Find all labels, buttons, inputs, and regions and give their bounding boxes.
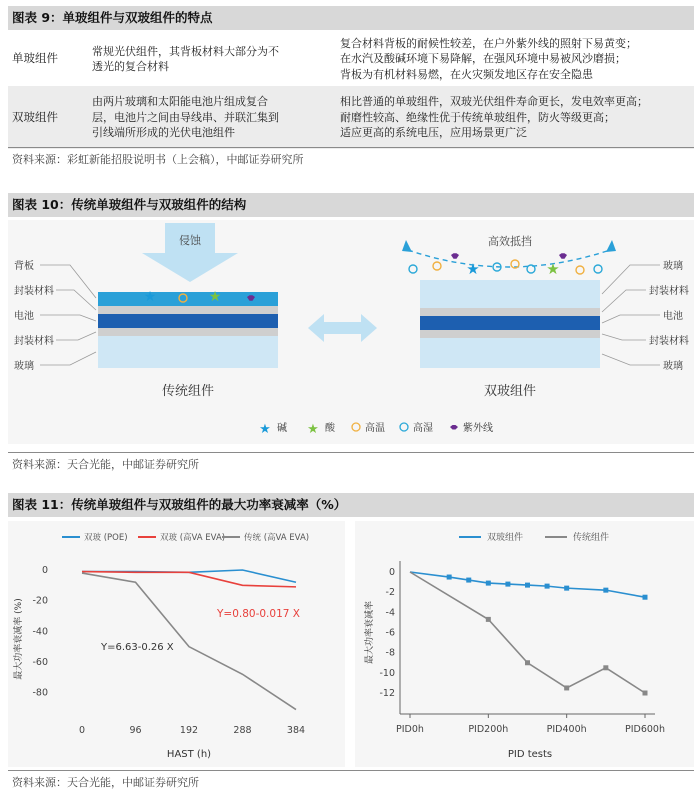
- fig9-source: 资料来源：彩虹新能招股说明书（上会稿），中邮证券研究所: [12, 153, 304, 166]
- legend-alkali-icon: ★: [259, 422, 271, 437]
- features-table: [8, 32, 694, 149]
- encapsulant-layer: [420, 330, 600, 338]
- structure-diagram: [0, 218, 700, 448]
- cell-layer: [98, 314, 278, 328]
- y-tick-label: -40: [32, 626, 48, 638]
- y-tick-label: -8: [385, 647, 395, 659]
- cell-layer: [420, 316, 600, 330]
- data-point: [447, 575, 452, 580]
- y-tick-label: -10: [379, 667, 395, 679]
- data-point: [545, 584, 550, 589]
- module-feature: 复合材料背板的耐候性较差，在户外紫外线的照射下易黄变； 在水汽及酸碱环境下易降解，在强风环境中易被风沙磨损； 背板为有机材料易燃，在火灾频发地区存在安全隐患: [340, 36, 637, 81]
- pid-chart: [355, 521, 694, 767]
- data-point: [643, 595, 648, 600]
- y-tick-label: 0: [41, 565, 48, 576]
- table-row: [8, 86, 694, 149]
- data-point: [603, 665, 608, 670]
- y-tick-label: -2: [385, 587, 395, 599]
- data-point: [486, 617, 491, 622]
- legend-label: 传统 (高VA EVA): [244, 533, 310, 543]
- data-point: [525, 660, 530, 665]
- data-point: [603, 588, 608, 593]
- x-tick-label: PID600h: [625, 724, 665, 735]
- module-name: 单玻组件: [12, 51, 58, 66]
- x-tick-label: PID200h: [468, 724, 509, 735]
- legend-label: 碱: [277, 423, 287, 434]
- legend-label: 高湿: [413, 423, 433, 434]
- legend-label: 传统组件: [573, 533, 610, 543]
- y-tick-label: 0: [388, 567, 395, 578]
- left-layer-label: 背板: [14, 261, 34, 272]
- module-feature: 相比普通的单玻组件，双玻光伏组件寿命更长，发电效率更高； 耐磨性较高、绝缘性优于传统单玻组件，防火等级更高； 适应更高的系统电压，应用场景更广泛: [340, 95, 648, 140]
- left-layer-label: 电池: [14, 311, 34, 322]
- divider: [8, 770, 694, 771]
- left-layer-label: 玻璃: [14, 361, 34, 372]
- single-glass-module: [98, 292, 278, 368]
- x-tick-label: PID0h: [396, 724, 424, 735]
- y-tick-label: -60: [32, 657, 48, 668]
- module-name: 双玻组件: [12, 109, 58, 124]
- encapsulant-layer: [98, 306, 278, 314]
- fig10-source: 资料来源：天合光能，中邮证券研究所: [12, 458, 199, 471]
- x-axis-label: PID tests: [507, 749, 553, 760]
- data-point: [564, 685, 569, 690]
- glass-layer: [420, 280, 600, 308]
- legend-label: 高温: [365, 423, 385, 434]
- y-tick-label: -20: [32, 595, 48, 607]
- glass-layer: [420, 338, 600, 368]
- y-tick-label: -12: [379, 688, 395, 699]
- legend-label: 酸: [325, 423, 335, 434]
- y-tick-label: -6: [385, 627, 395, 639]
- defense-label: 高效抵挡: [488, 235, 532, 248]
- right-layer-label: 玻璃: [663, 261, 683, 272]
- acid-icon: ★: [546, 260, 560, 278]
- legend-label: 双玻组件: [487, 533, 524, 543]
- x-tick-label: 0: [78, 725, 86, 736]
- legend-acid-icon: ★: [307, 422, 319, 437]
- legend-label: 双玻 (POE): [84, 533, 128, 543]
- left-caption: 传统组件: [161, 384, 215, 399]
- data-point: [486, 581, 491, 586]
- module-description: 由两片玻璃和太阳能电池片组成复合 层，电池片之间由导线串、并联汇集到 引线端所形成的光伏电池组件: [92, 95, 279, 140]
- module-description: 常规光伏组件，其背板材料大部分为不 透光的复合材料: [92, 44, 279, 73]
- right-layer-label: 封装材料: [649, 286, 689, 297]
- x-tick-label: 288: [233, 725, 252, 736]
- divider: [8, 147, 694, 148]
- x-axis-label: HAST (h): [166, 749, 212, 760]
- y-axis-label: 最大功率衰减率: [365, 600, 375, 665]
- erosion-label: 侵蚀: [179, 234, 201, 247]
- fig11-source: 资料来源：天合光能，中邮证券研究所: [12, 776, 199, 789]
- y-tick-label: -4: [385, 607, 395, 619]
- annotation-label: Y=6.63-0.26 X: [101, 642, 174, 653]
- alkali-icon: ★: [143, 289, 157, 305]
- x-tick-label: 96: [129, 725, 142, 736]
- y-axis-label: 最大功率衰减率 (%): [14, 598, 24, 680]
- encapsulant-layer: [420, 308, 600, 316]
- glass-layer: [98, 336, 278, 368]
- left-layer-label: 封装材料: [14, 336, 54, 347]
- divider: [8, 452, 694, 453]
- data-point: [564, 586, 569, 591]
- y-tick-label: -80: [32, 687, 48, 699]
- right-layer-label: 电池: [663, 311, 683, 322]
- right-layer-label: 封装材料: [649, 336, 689, 347]
- legend-label: 双玻 (高VA EVA): [160, 533, 226, 543]
- double-glass-module: [420, 280, 600, 368]
- right-caption: 双玻组件: [483, 384, 537, 399]
- fig10-title: 图表 10：传统单玻组件与双玻组件的结构: [8, 193, 694, 217]
- data-point: [525, 583, 530, 588]
- data-point: [643, 691, 648, 696]
- alkali-icon: ★: [466, 260, 480, 278]
- data-point: [466, 578, 471, 583]
- hast-chart: [8, 521, 345, 767]
- left-layer-label: 封装材料: [14, 286, 54, 297]
- fig11-title: 图表 11：传统单玻组件与双玻组件的最大功率衰减率（%）: [8, 493, 694, 517]
- acid-icon: ★: [208, 289, 222, 305]
- data-point: [505, 582, 510, 587]
- table-row: [8, 32, 694, 86]
- annotation-label: Y=0.80-0.017 X: [217, 608, 300, 620]
- encapsulant-layer: [98, 328, 278, 336]
- legend-label: 紫外线: [463, 423, 493, 434]
- fig9-title: 图表 9：单玻组件与双玻组件的特点: [8, 6, 694, 30]
- right-layer-label: 玻璃: [663, 361, 683, 372]
- x-tick-label: 192: [179, 725, 199, 736]
- x-tick-label: PID400h: [546, 724, 587, 735]
- x-tick-label: 384: [286, 725, 306, 736]
